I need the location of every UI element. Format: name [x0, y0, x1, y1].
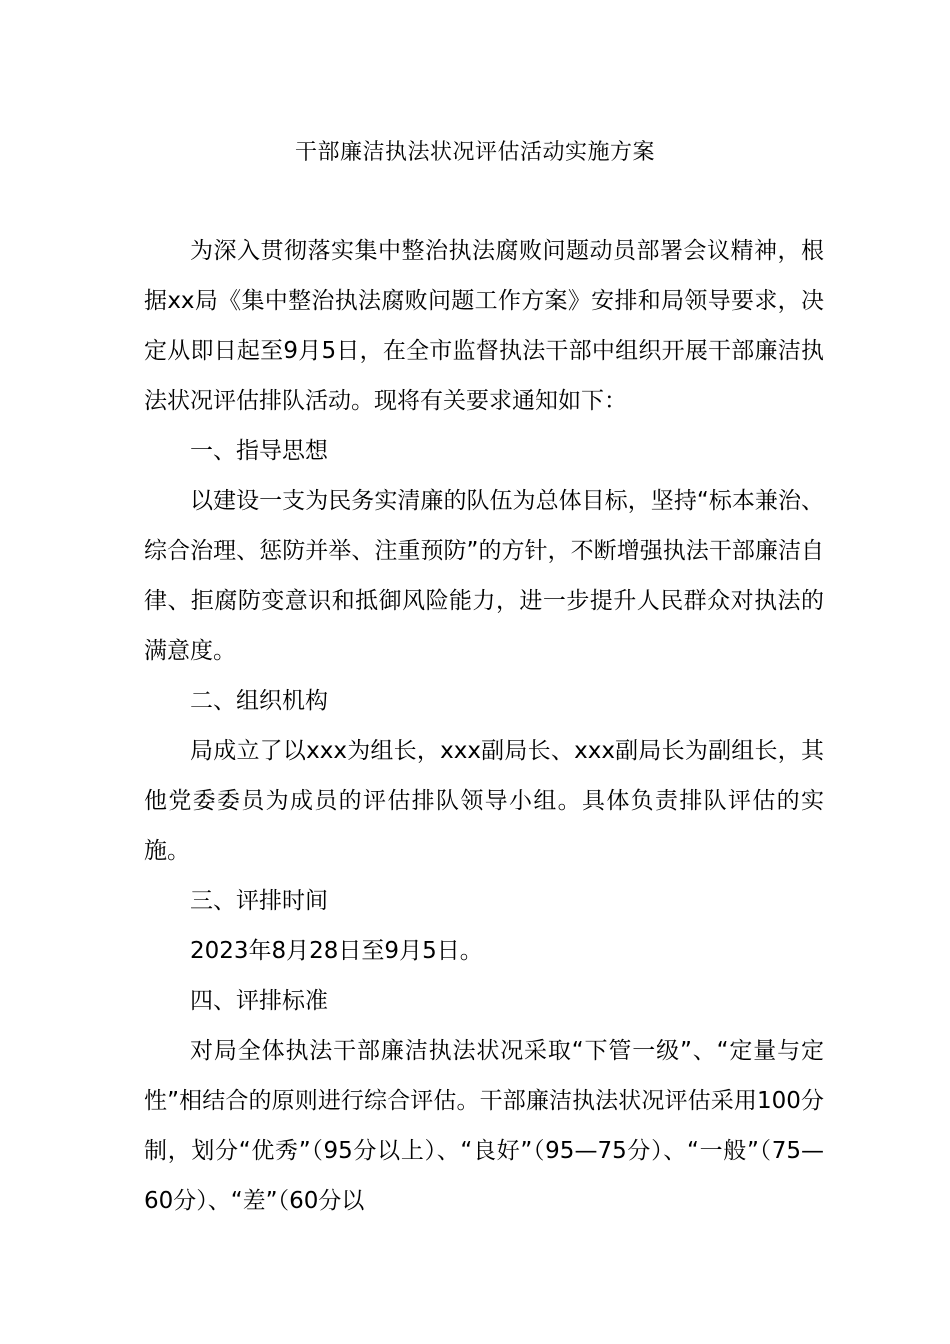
document-title: 干部廉洁执法状况评估活动实施方案 — [294, 140, 655, 165]
section-heading-guiding-ideology: 一、指导思想 — [190, 438, 328, 464]
paragraph-evaluation-time: 2023年8月28日至9月5日。 — [190, 938, 483, 964]
section-heading-evaluation-criteria: 四、评排标准 — [190, 988, 328, 1014]
document-body — [144, 226, 824, 1226]
paragraph-intro: 为深入贯彻落实集中整治执法腐败问题动员部署会议精神，根据xx局《集中整治执法腐败问题工作方案》安排和局领导要求，决定从即日起至9月5日，在全市监督执法干部中组织开展干部廉洁执法状况评估排队活动。现将有关要求通知如下： — [144, 238, 824, 414]
paragraph-organization: 局成立了以xxx为组长，xxx副局长、xxx副局长为副组长，其他党委委员为成员的评估排队领导小组。具体负责排队评估的实施。 — [144, 738, 824, 864]
paragraph-evaluation-criteria: 对局全体执法干部廉洁执法状况采取“下管一级”、“定量与定性”相结合的原则进行综合评估。干部廉洁执法状况评估采用100分制，划分“优秀”（95分以上）、“良好”（95—75分）、“一般”（75—60分）、“差”（60分以 — [144, 1038, 824, 1214]
section-heading-organization: 二、组织机构 — [190, 688, 328, 714]
paragraph-guiding-ideology: 以建设一支为民务实清廉的队伍为总体目标，坚持“标本兼治、综合治理、惩防并举、注重预防”的方针，不断增强执法干部廉洁自律、拒腐防变意识和抵御风险能力，进一步提升人民群众对执法的满意度。 — [144, 488, 824, 664]
section-heading-evaluation-time: 三、评排时间 — [190, 888, 328, 914]
